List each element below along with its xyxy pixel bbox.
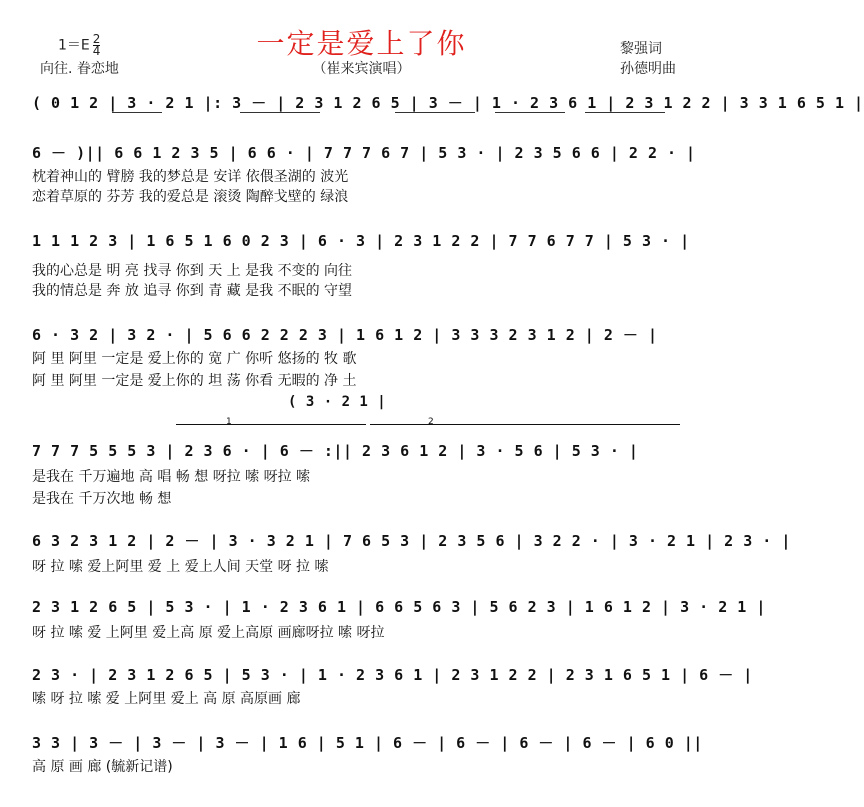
notation-row-3: 1 1 1 2 3 | 1 6 5 1 6 0 2 3 | 6 · 3 | 2 3 1 2 2 | 7 7 6 7 7 | 5 3 · | <box>32 232 690 250</box>
volta-pickup: ( 3 · 2 1 | <box>288 394 387 410</box>
key-label: 1＝E <box>58 37 90 54</box>
notation-row-7: 2 3 1 2 6 5 | 5 3 · | 1 · 2 3 6 1 | 6 6 5 6 3 | 5 6 2 3 | 1 6 1 2 | 3 · 2 1 | <box>32 598 766 616</box>
time-bottom: 4 <box>92 44 101 58</box>
lyrics-row-6: 呀 拉 嗦 爱上阿里 爱 上 爱上人间 天堂 呀 拉 嗦 <box>32 559 329 575</box>
volta-number-1: 1 <box>226 417 232 427</box>
lyrics-row-2-verse-2: 恋着草原的 芬芳 我的爱总是 滚烫 陶醉戈壁的 绿浪 <box>32 189 349 205</box>
beam-row-1c <box>395 112 475 113</box>
beam-row-1e <box>585 112 665 113</box>
song-title: 一定是爱上了你 <box>256 27 467 60</box>
lyricist-credit: 黎强词 <box>620 41 662 57</box>
notation-row-6: 6 3 2 3 1 2 | 2 － | 3 · 3 2 1 | 7 6 5 3 | 2 3 5 6 | 3 2 2 · | 3 · 2 1 | 2 3 · | <box>32 532 791 550</box>
notation-row-5: 7 7 7 5 5 5 3 | 2 3 6 · | 6 － :|| 2 3 6 1 2 | 3 · 5 6 | 5 3 · | <box>32 442 639 460</box>
volta-number-2: 2 <box>428 417 434 427</box>
key-signature <box>58 34 100 57</box>
lyrics-row-2-verse-1: 枕着神山的 臂膀 我的梦总是 安详 依偎圣湖的 波光 <box>32 169 349 185</box>
lyrics-row-4-verse-1: 阿 里 阿里 一定是 爱上你的 宽 广 你听 悠扬的 牧 歌 <box>32 351 357 367</box>
expression-marking: 向往. 眷恋地 <box>40 61 119 77</box>
volta-bracket-2 <box>370 424 680 425</box>
lyrics-row-4-verse-2: 阿 里 阿里 一定是 爱上你的 坦 荡 你看 无暇的 净 土 <box>32 373 357 389</box>
beam-row-1d <box>495 112 565 113</box>
notation-row-8: 2 3 · | 2 3 1 2 6 5 | 5 3 · | 1 · 2 3 6 1 | 2 3 1 2 2 | 2 3 1 6 5 1 | 6 － | <box>32 666 753 684</box>
lyrics-row-5-verse-1: 是我在 千万遍地 高 唱 畅 想 呀拉 嗦 呀拉 嗦 <box>32 469 311 485</box>
lyrics-row-7: 呀 拉 嗦 爱 上阿里 爱上高 原 爱上高原 画廊呀拉 嗦 呀拉 <box>32 625 385 641</box>
lyrics-row-3-verse-2: 我的情总是 奔 放 追寻 你到 青 藏 是我 不眠的 守望 <box>32 283 353 299</box>
notation-row-9: 3 3 | 3 － | 3 － | 3 － | 1 6 | 5 1 | 6 － | 6 － | 6 － | 6 － | 6 0 || <box>32 734 703 752</box>
beam-row-1b <box>240 112 320 113</box>
lyrics-row-5-verse-2: 是我在 千万次地 畅 想 <box>32 491 172 507</box>
lyrics-row-9: 高 原 画 廊 (毓新记谱) <box>32 759 173 775</box>
beam-row-1 <box>112 112 162 113</box>
lyrics-row-8: 嗦 呀 拉 嗦 爱 上阿里 爱上 高 原 高原画 廊 <box>32 691 301 707</box>
notation-row-2: 6 － )|| 6 6 1 2 3 5 | 6 6 · | 7 7 7 6 7 | 5 3 · | 2 3 5 6 6 | 2 2 · | <box>32 144 696 162</box>
notation-row-4: 6 · 3 2 | 3 2 · | 5 6 6 2 2 2 3 | 1 6 1 2 | 3 3 3 2 3 1 2 | 2 － | <box>32 326 658 344</box>
composer-credit: 孙德明曲 <box>620 61 676 77</box>
notation-row-1: ( 0 1 2 | 3 · 2 1 |: 3 － | 2 3 1 2 6 5 | 3 － | 1 · 2 3 6 1 | 2 3 1 2 2 | 3 3 1 6 5 1 | <box>32 94 864 112</box>
singer-credit: （崔来宾演唱） <box>312 61 411 77</box>
time-top: 2 <box>92 32 101 46</box>
volta-bracket-1 <box>176 424 366 425</box>
time-signature <box>93 34 101 57</box>
lyrics-row-3-verse-1: 我的心总是 明 亮 找寻 你到 天 上 是我 不变的 向往 <box>32 263 353 279</box>
